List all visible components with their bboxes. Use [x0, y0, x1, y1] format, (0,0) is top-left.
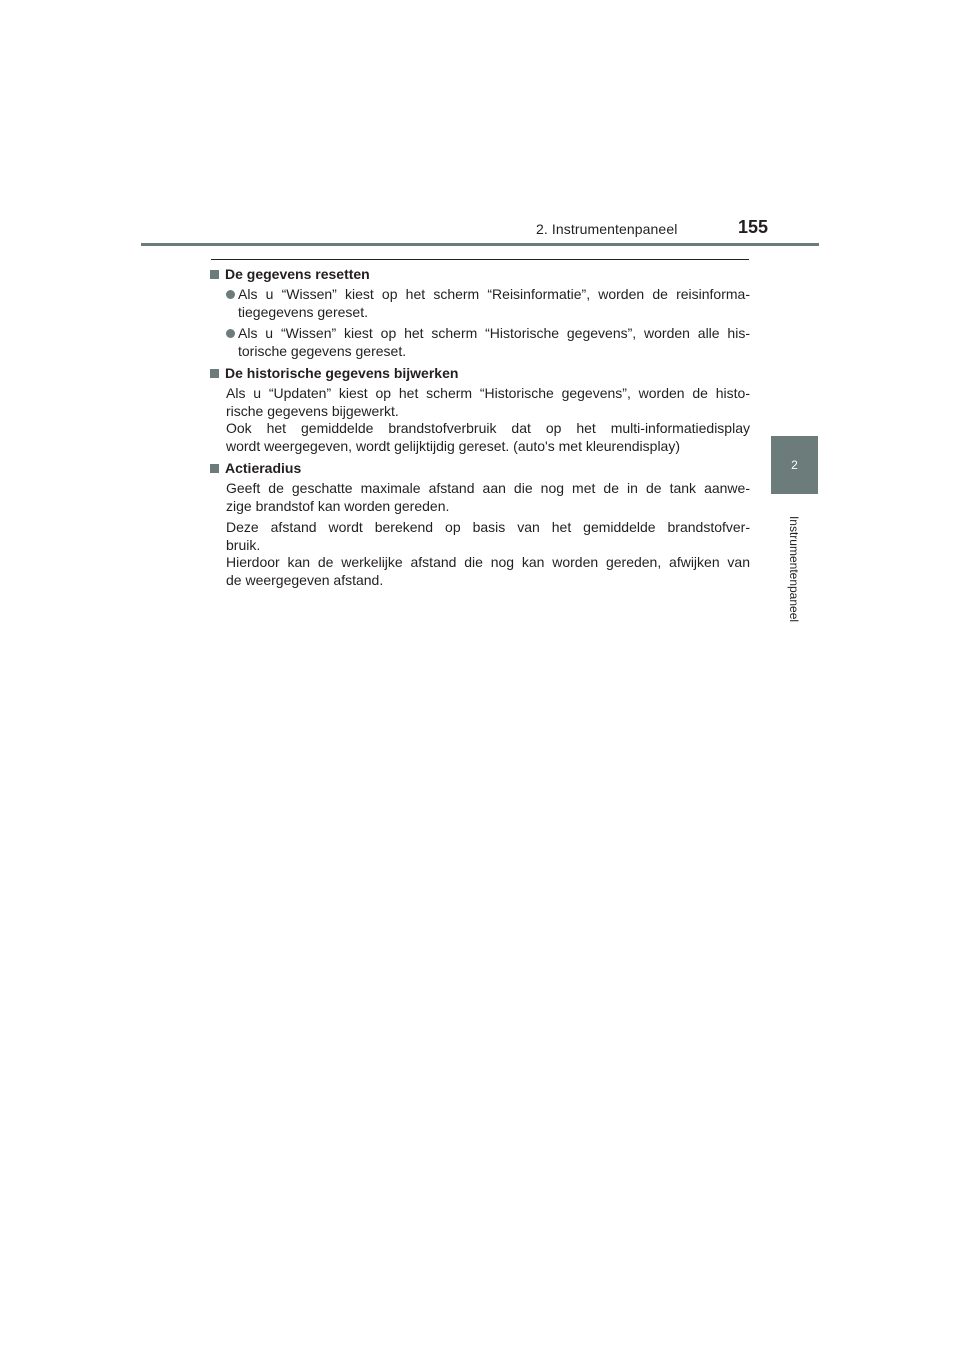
round-bullet-icon	[226, 329, 235, 338]
chapter-tab	[771, 436, 818, 494]
list-item	[210, 286, 750, 321]
round-bullet-icon	[226, 290, 235, 299]
list-item	[210, 325, 750, 360]
text-line: zige brandstof kan worden gereden.	[226, 497, 450, 514]
page-number: 155	[738, 217, 769, 237]
text-line: Deze afstand wordt berekend op basis van het gemiddelde brandstofver-	[226, 519, 750, 536]
text-line: wordt weergegeven, wordt gelijktijdig gereset. (auto's met kleurendisplay)	[226, 437, 681, 454]
section-title: De historische gegevens bijwerken	[225, 365, 459, 382]
section-range	[210, 460, 750, 589]
text-line: Hierdoor kan de werkelijke afstand die nog kan worden gereden, afwijken van	[226, 554, 750, 571]
paragraph	[210, 480, 750, 515]
section-heading	[210, 266, 750, 283]
section-heading	[210, 365, 750, 382]
paragraph	[210, 385, 750, 455]
text-line: Geeft de geschatte maximale afstand aan die nog met de in de tank aanwe-	[226, 480, 750, 497]
header-divider	[141, 243, 819, 246]
text-line: bruik.	[226, 536, 261, 553]
square-bullet-icon	[210, 369, 219, 378]
square-bullet-icon	[210, 270, 219, 279]
chapter-tab-number: 2	[791, 458, 798, 472]
section-title: De gegevens resetten	[225, 266, 370, 282]
text-line: rische gegevens bijgewerkt.	[226, 402, 399, 419]
text-line: Als u “Updaten” kiest op het scherm “Historische gegevens”, worden de histo-	[226, 385, 750, 402]
section-update-history	[210, 365, 750, 455]
text-line: de weergegeven afstand.	[226, 571, 384, 588]
chapter-title: 2. Instrumentenpaneel	[536, 221, 678, 237]
square-bullet-icon	[210, 464, 219, 473]
section-heading	[210, 460, 750, 477]
content-divider	[211, 259, 749, 260]
page-content	[210, 266, 750, 594]
chapter-side-label	[780, 504, 808, 634]
paragraph	[210, 519, 750, 589]
list-item-text: Als u “Wissen” kiest op het scherm “Historische gegevens”, worden alle his-torische gegevens gereset.	[238, 325, 750, 359]
section-reset-data	[210, 266, 750, 360]
list-item-text: Als u “Wissen” kiest op het scherm “Reisinformatie”, worden de reisinforma-tiegegevens gereset.	[238, 286, 750, 320]
text-line: Ook het gemiddelde brandstofverbruik dat op het multi-informatiedisplay	[226, 420, 750, 437]
chapter-side-label-text: Instrumentenpaneel	[787, 515, 802, 623]
section-title: Actieradius	[225, 460, 302, 477]
